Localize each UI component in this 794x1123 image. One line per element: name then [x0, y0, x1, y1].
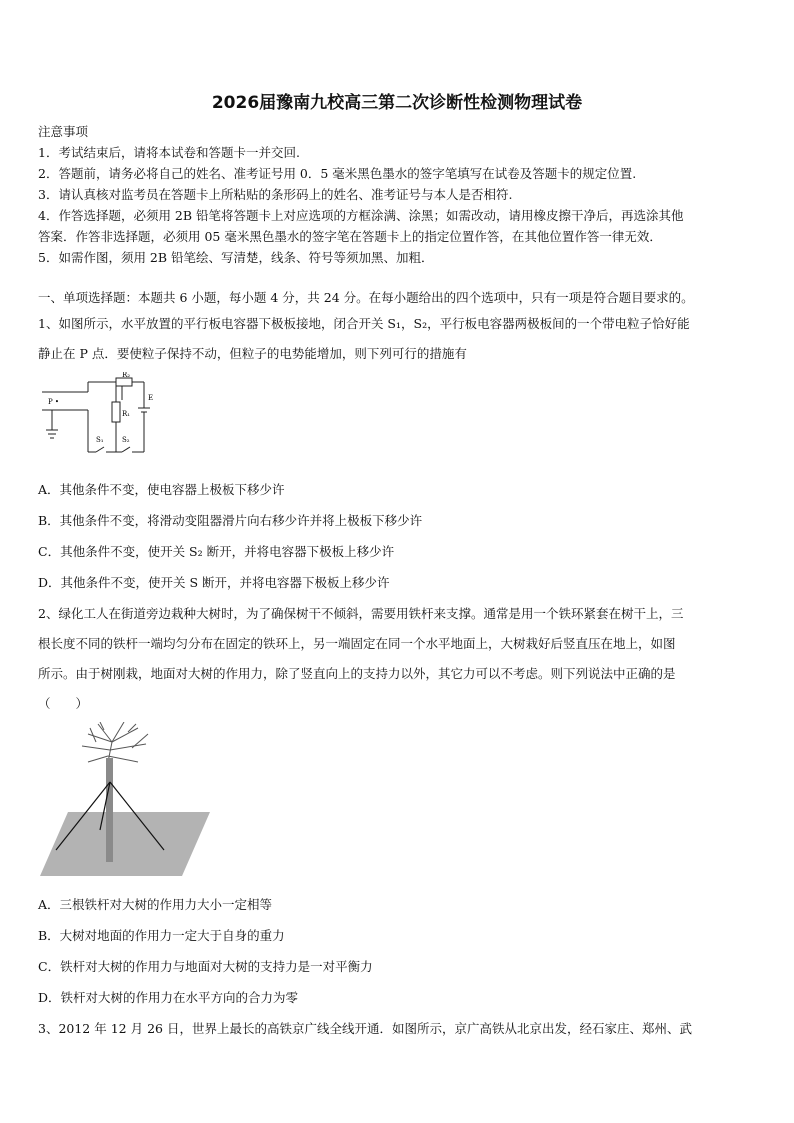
q2-stem-line4: （ ） — [38, 696, 89, 711]
notice-heading: 注意事项 — [38, 124, 89, 139]
q2-tree-figure — [38, 722, 218, 880]
section-heading: 一、单项选择题：本题共 6 小题，每小题 4 分，共 24 分。在每小题给出的四个选项中，只有一项是符合题目要求的。 — [38, 290, 694, 305]
q2-stem-line2: 根长度不同的铁杆一端均匀分布在固定的铁环上，另一端固定在同一个水平地面上，大树栽好后竖直压在地上，如图 — [38, 636, 676, 651]
q1-stem-line1: 1、如图所示，水平放置的平行板电容器下极板接地，闭合开关 S₁，S₂，平行板电容器两极板间的一个带电粒子恰好能 — [38, 316, 690, 331]
q2-option-a: A．三根铁杆对大树的作用力大小一定相等 — [38, 897, 273, 912]
q1-option-b: B．其他条件不变，将滑动变阻器滑片向右移少许并将上极板下移少许 — [38, 513, 423, 528]
q2-option-b: B．大树对地面的作用力一定大于自身的重力 — [38, 928, 285, 943]
q1-circuit-figure — [38, 372, 158, 464]
notice-item-1: 1．考试结束后，请将本试卷和答题卡一并交回. — [38, 145, 300, 160]
q1-option-a: A．其他条件不变，使电容器上极板下移少许 — [38, 482, 285, 497]
fig-label-r1: R₁ — [122, 410, 131, 418]
q1-stem-line2: 静止在 P 点．要使粒子保持不动，但粒子的电势能增加，则下列可行的措施有 — [38, 346, 467, 361]
q2-option-d: D．铁杆对大树的作用力在水平方向的合力为零 — [38, 990, 299, 1005]
page-title: 2026届豫南九校高三第二次诊断性检测物理试卷 — [211, 93, 583, 113]
notice-item-4: 4．作答选择题，必须用 2B 铅笔将答题卡上对应选项的方框涂满、涂黑；如需改动，请用橡皮擦干净后，再选涂其他 — [38, 208, 684, 223]
q2-stem-line3: 所示。由于树刚栽，地面对大树的作用力，除了竖直向上的支持力以外，其它力可以不考虑。则下列说法中正确的是 — [38, 666, 676, 681]
fig-label-p: P • — [48, 398, 60, 406]
notice-item-3: 3．请认真核对监考员在答题卡上所粘贴的条形码上的姓名、准考证号与本人是否相符. — [38, 187, 513, 202]
fig-label-s2: S₂ — [122, 436, 130, 444]
notice-item-2: 2．答题前，请务必将自己的姓名、准考证号用 0．5 毫米黑色墨水的签字笔填写在试卷及答题卡的规定位置. — [38, 166, 637, 181]
notice-item-4-cont: 答案．作答非选择题，必须用 05 毫米黑色墨水的签字笔在答题卡上的指定位置作答，在其他位置作答一律无效． — [38, 229, 662, 244]
fig-label-e: E — [148, 394, 154, 402]
q1-option-c: C．其他条件不变，使开关 S₂ 断开，并将电容器下极板上移少许 — [38, 544, 395, 559]
fig-label-r2: R₂ — [122, 372, 131, 379]
q1-option-d: D．其他条件不变，使开关 S 断开，并将电容器下极板上移少许 — [38, 575, 390, 590]
notice-item-5: 5．如需作图，须用 2B 铅笔绘、写清楚，线条、符号等须加黑、加粗． — [38, 250, 434, 265]
fig-label-s1: S₁ — [96, 436, 104, 444]
q2-stem-line1: 2、绿化工人在街道旁边栽种大树时，为了确保树干不倾斜，需要用铁杆来支撑。通常是用一个铁环紧套在树干上，三 — [38, 606, 684, 621]
q3-stem-line1: 3、2012 年 12 月 26 日，世界上最长的高铁京广线全线开通．如图所示，京广高铁从北京出发，经石家庄、郑州、武 — [38, 1021, 692, 1036]
q2-option-c: C．铁杆对大树的作用力与地面对大树的支持力是一对平衡力 — [38, 959, 373, 974]
